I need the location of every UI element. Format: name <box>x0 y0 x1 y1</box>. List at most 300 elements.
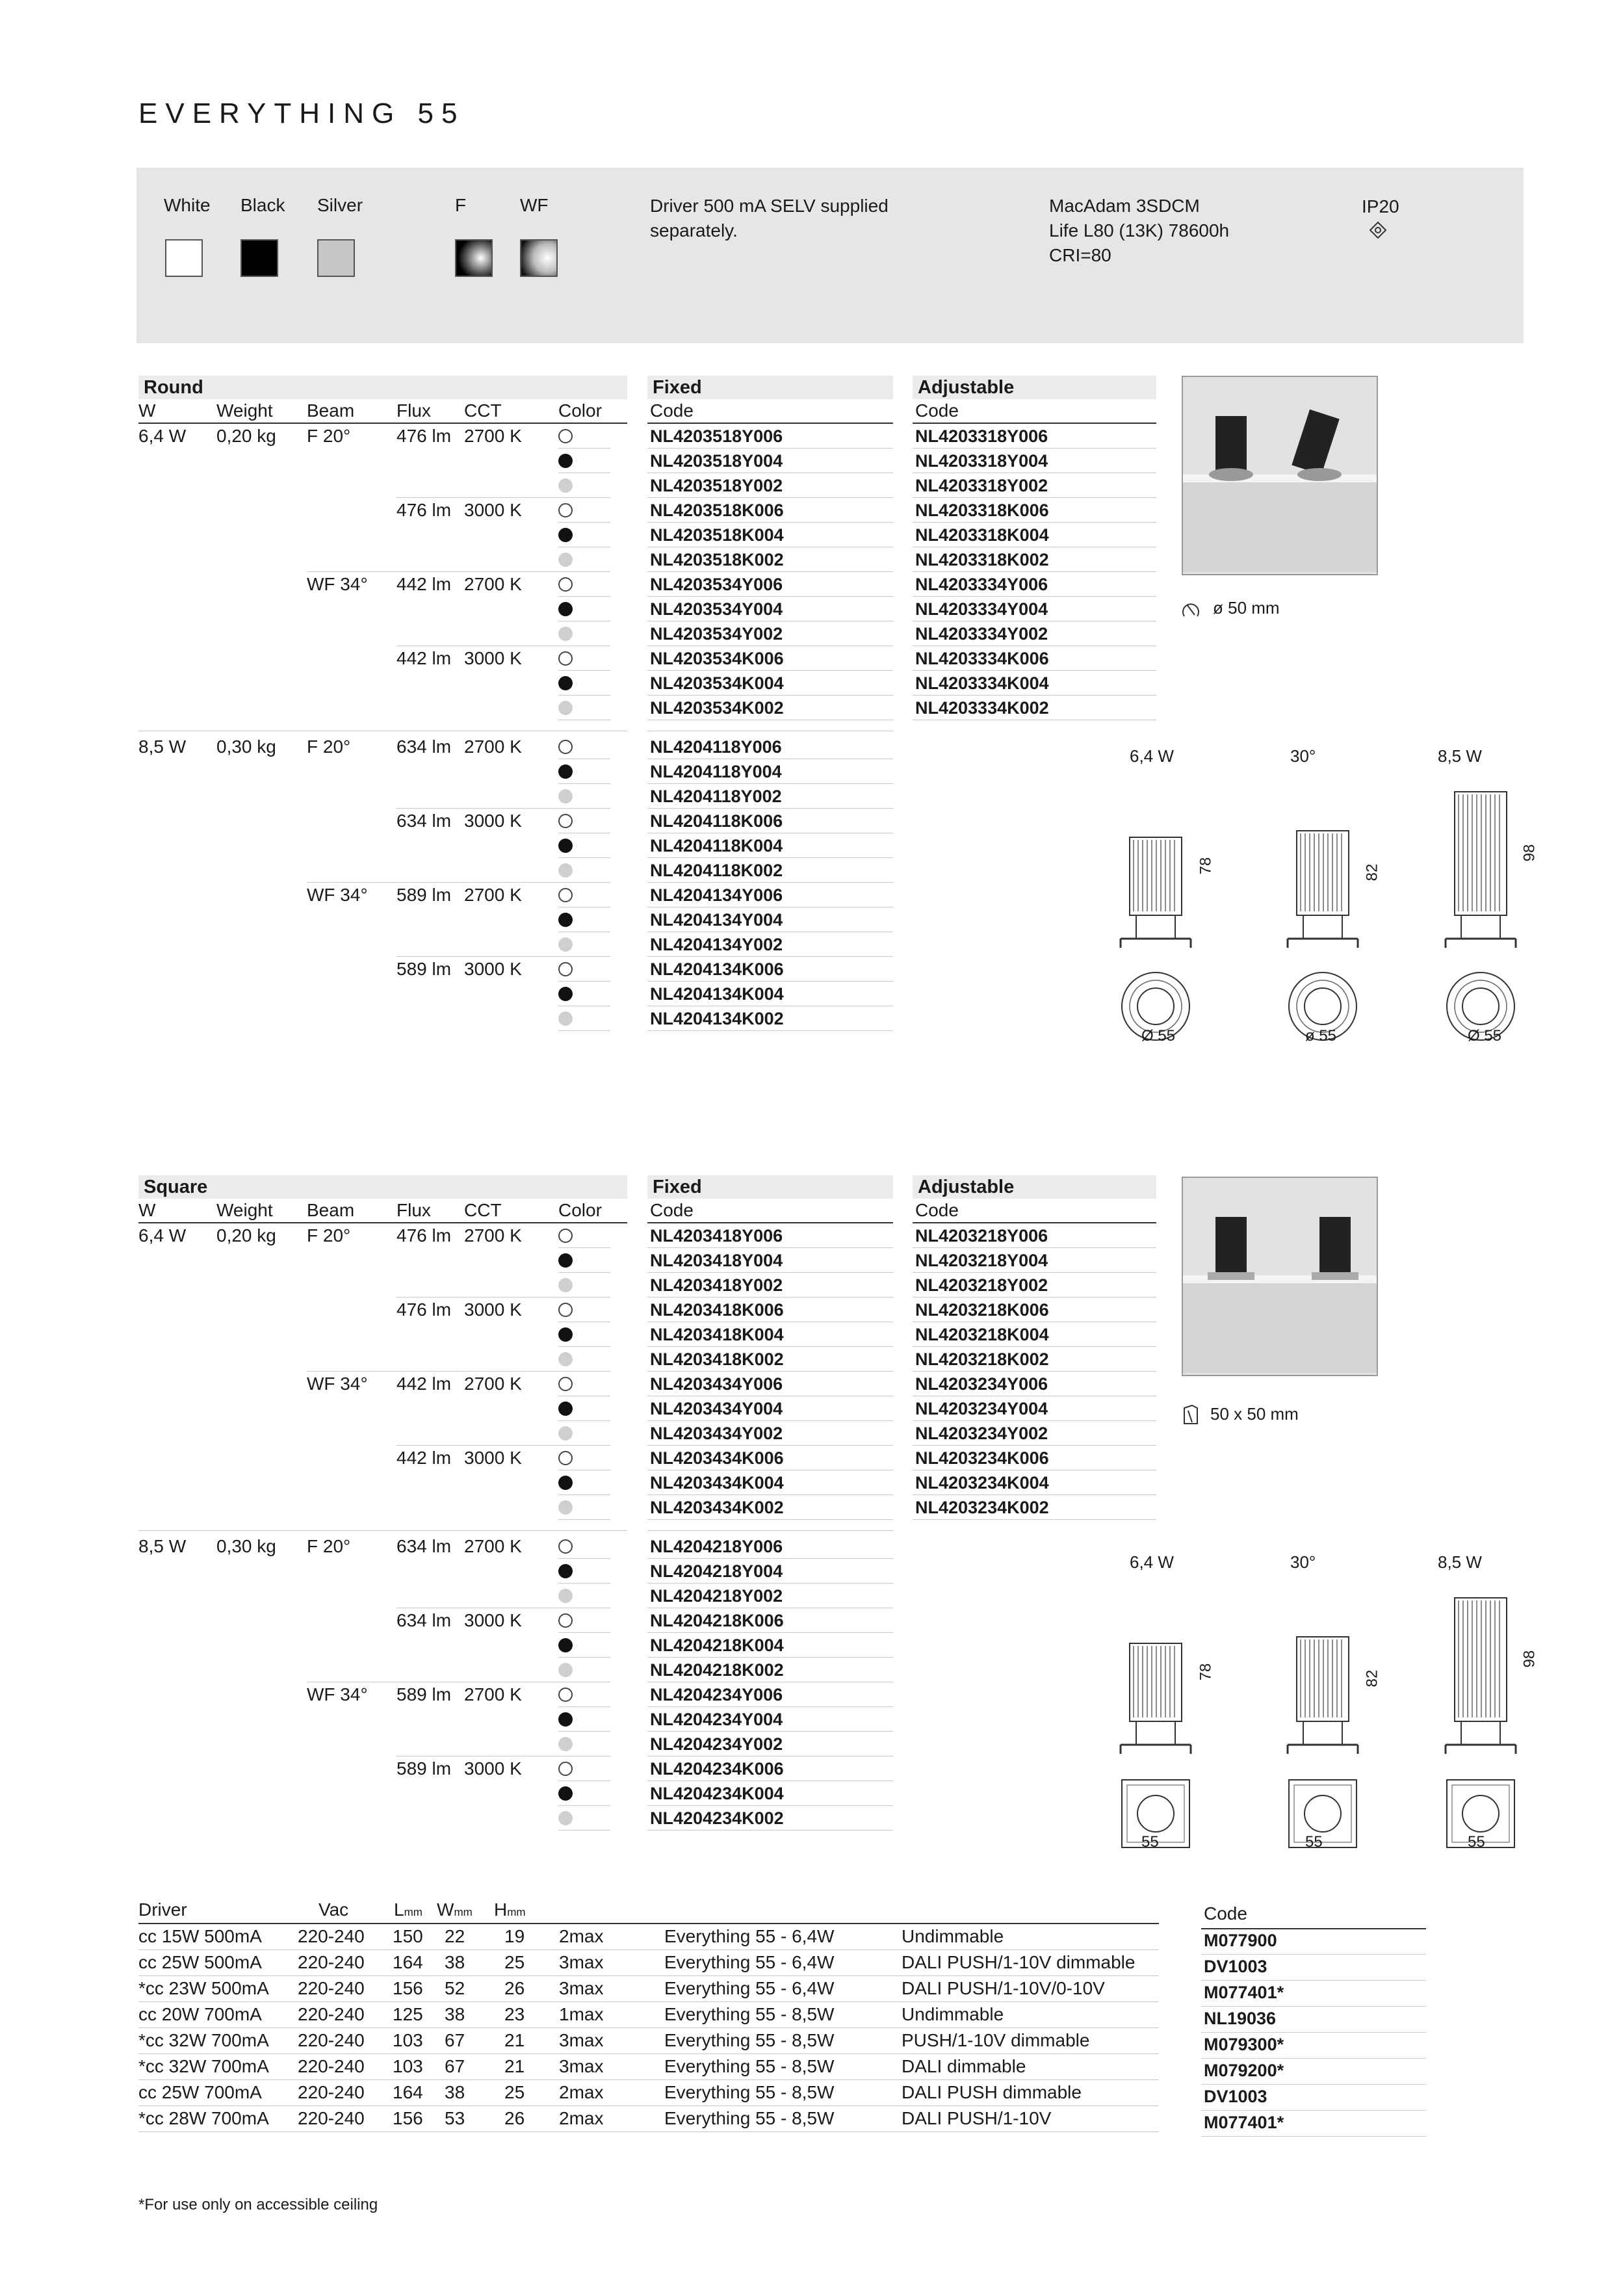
fixed-code: NL4203534Y004 <box>650 599 783 619</box>
fixed-code: NL4203418K002 <box>650 1350 784 1369</box>
table-row <box>0 1223 1623 1248</box>
diameter-dimension-3: 55 <box>1468 1833 1485 1851</box>
table-row <box>0 1732 1623 1756</box>
row-separator <box>913 1519 1156 1520</box>
adjustable-code: NL4203334K002 <box>915 698 1049 718</box>
driver-fits: Everything 55 - 8,5W <box>664 2056 835 2076</box>
table-row <box>0 932 1623 957</box>
adjustable-code: NL4203318K004 <box>915 525 1049 545</box>
color-dot-black <box>558 602 573 616</box>
color-dot-black <box>558 676 573 690</box>
driver-row <box>0 2080 1623 2105</box>
driver-name: cc 15W 500mA <box>138 1926 262 1946</box>
driver-code: DV1003 <box>1204 2087 1267 2106</box>
driver-fits: Everything 55 - 6,4W <box>664 1926 835 1946</box>
col-header-weight: Weight <box>216 400 273 421</box>
square-product-photo <box>1182 1177 1378 1376</box>
driver-note: Driver 500 mA SELV supplied separately. <box>650 196 889 241</box>
driver-dimming: DALI PUSH dimmable <box>902 2082 1082 2102</box>
table-row <box>0 1372 1623 1396</box>
table-row <box>0 1396 1623 1421</box>
code-col-header: Code <box>1204 1903 1247 1924</box>
adjustable-code: NL4203234K006 <box>915 1448 1049 1468</box>
driver-name: *cc 32W 700mA <box>138 2030 269 2050</box>
adjustable-code: NL4203318K006 <box>915 501 1049 520</box>
driver-vac: 220-240 <box>298 2056 365 2076</box>
mm-unit: mm <box>454 1906 473 1918</box>
driver-code: M079200* <box>1204 2061 1284 2080</box>
adjustable-code: NL4203334Y002 <box>915 624 1048 644</box>
cell-flux: 634 lm <box>396 1536 452 1556</box>
square-header: Square <box>138 1175 627 1199</box>
driver-row <box>0 2028 1623 2053</box>
driver-fits: Everything 55 - 8,5W <box>664 2082 835 2102</box>
fixed-code: NL4204134K004 <box>650 984 784 1004</box>
dim-letter: W <box>437 1899 454 1920</box>
driver-width: 38 <box>445 1952 465 1972</box>
height-dimension-3: 98 <box>1520 844 1539 862</box>
color-dot-silver <box>558 1811 573 1825</box>
fixture-drawing <box>1442 1591 1520 1864</box>
adjustable-code: NL4203234K002 <box>915 1498 1049 1517</box>
table-row <box>0 1006 1623 1031</box>
color-dot-silver <box>558 1737 573 1751</box>
color-dot-black <box>558 839 573 853</box>
driver-max: 3max <box>559 2030 604 2050</box>
square-cutout-size: 50 x 50 mm <box>1210 1404 1299 1424</box>
fixed-code: NL4204118K006 <box>650 811 783 831</box>
cell-flux: 589 lm <box>396 1758 452 1779</box>
driver-height: 19 <box>504 1926 525 1946</box>
adjustable-code: NL4203218Y004 <box>915 1251 1048 1270</box>
color-dot-black <box>558 1786 573 1801</box>
fixed-code: NL4203518Y004 <box>650 451 783 471</box>
color-dot-white <box>558 1451 573 1465</box>
fixed-code: NL4204118K002 <box>650 861 783 880</box>
table-row <box>0 1248 1623 1273</box>
table-row <box>0 907 1623 932</box>
driver-row <box>0 1976 1623 2001</box>
cell-cct: 3000 K <box>464 500 522 520</box>
beam-label-f: F <box>455 195 467 215</box>
mm-unit: mm <box>507 1906 526 1918</box>
table-row <box>0 1470 1623 1495</box>
drawing-label-2: 30° <box>1290 746 1316 766</box>
adjustable-code: NL4203218K004 <box>915 1325 1049 1344</box>
fixed-code: NL4204134K006 <box>650 959 784 979</box>
fixed-code: NL4203434K004 <box>650 1473 784 1493</box>
driver-fits: Everything 55 - 6,4W <box>664 1952 835 1972</box>
dim-letter: L <box>394 1899 404 1920</box>
col-header-weight: Weight <box>216 1200 273 1220</box>
cell-flux: 589 lm <box>396 959 452 979</box>
round-header: Round <box>138 376 627 399</box>
ip-rating-icon <box>1369 221 1387 239</box>
driver-height: 21 <box>504 2056 525 2076</box>
driver-dimming: DALI PUSH/1-10V/0-10V <box>902 1978 1105 1998</box>
table-row <box>0 696 1623 720</box>
driver-dimming: Undimmable <box>902 2004 1004 2024</box>
color-dot-white <box>558 1688 573 1702</box>
cell-wattage: 6,4 W <box>138 426 187 446</box>
fixed-code: NL4203534K002 <box>650 698 784 718</box>
color-dot-black <box>558 1327 573 1342</box>
table-row <box>0 1756 1623 1781</box>
driver-width: 38 <box>445 2082 465 2102</box>
cell-cct: 2700 K <box>464 737 522 757</box>
table-row <box>0 1446 1623 1470</box>
fixed-code: NL4204234Y002 <box>650 1734 783 1754</box>
height-dimension-3: 98 <box>1520 1650 1539 1668</box>
driver-length: 156 <box>393 2108 423 2128</box>
cell-flux: 634 lm <box>396 811 452 831</box>
color-dot-white <box>558 503 573 517</box>
cell-beam: F 20° <box>307 737 351 757</box>
drawing-label-2: 30° <box>1290 1552 1316 1572</box>
cell-cct: 3000 K <box>464 1299 522 1320</box>
silver-swatch <box>317 239 355 277</box>
driver-width: 53 <box>445 2108 465 2128</box>
section-separator <box>138 1530 627 1531</box>
height-dimension-2: 82 <box>1363 863 1381 881</box>
color-dot-silver <box>558 478 573 493</box>
vac-col-header: Vac <box>318 1899 349 1920</box>
adjustable-code: NL4203318Y004 <box>915 451 1048 471</box>
driver-length: 150 <box>393 1926 423 1946</box>
driver-vac: 220-240 <box>298 2108 365 2128</box>
row-separator <box>558 1030 610 1031</box>
color-dot-silver <box>558 1500 573 1515</box>
cell-flux: 442 lm <box>396 1374 452 1394</box>
driver-max: 2max <box>559 2082 604 2102</box>
driver-vac: 220-240 <box>298 2030 365 2050</box>
adjustable-code: NL4203334Y004 <box>915 599 1048 619</box>
footnote: *For use only on accessible ceiling <box>138 2196 378 2213</box>
cell-flux: 476 lm <box>396 1225 452 1246</box>
cell-cct: 3000 K <box>464 811 522 831</box>
table-row <box>0 1584 1623 1608</box>
diameter-dimension-2: ø 55 <box>1305 1027 1337 1045</box>
cell-cct: 3000 K <box>464 1758 522 1779</box>
cell-cct: 2700 K <box>464 1225 522 1246</box>
fixed-code: NL4204218Y002 <box>650 1586 783 1606</box>
adjustable-code: NL4203218Y002 <box>915 1275 1048 1295</box>
cell-weight: 0,30 kg <box>216 1536 276 1556</box>
cell-weight: 0,20 kg <box>216 1225 276 1246</box>
driver-code: M079300* <box>1204 2035 1284 2054</box>
driver-fits: Everything 55 - 8,5W <box>664 2004 835 2024</box>
fixed-code: NL4203434Y006 <box>650 1374 783 1394</box>
table-row <box>0 1534 1623 1559</box>
cell-beam: WF 34° <box>307 1684 368 1704</box>
col-header-adj-code: Code <box>915 400 959 421</box>
table-row <box>0 646 1623 671</box>
fixed-code: NL4204118K004 <box>650 836 783 855</box>
page-title: EVERYTHING 55 <box>138 98 465 129</box>
height-dimension-1: 78 <box>1197 1663 1215 1681</box>
table-row <box>0 547 1623 572</box>
row-separator <box>558 1830 610 1831</box>
cell-flux: 442 lm <box>396 648 452 668</box>
cell-flux: 589 lm <box>396 1684 452 1704</box>
adjustable-header: Adjustable <box>913 1175 1156 1199</box>
table-row <box>0 1806 1623 1831</box>
color-dot-black <box>558 1402 573 1416</box>
adjustable-code: NL4203218Y006 <box>915 1226 1048 1246</box>
color-dot-silver <box>558 1352 573 1366</box>
cell-flux: 589 lm <box>396 885 452 905</box>
col-header-color: Color <box>558 400 602 421</box>
color-dot-silver <box>558 789 573 803</box>
driver-fits: Everything 55 - 8,5W <box>664 2030 835 2050</box>
table-row <box>0 1273 1623 1298</box>
color-dot-white <box>558 740 573 754</box>
drawing-label-3: 8,5 W <box>1438 1552 1482 1572</box>
color-dot-white <box>558 814 573 828</box>
col-header-cct: CCT <box>464 1200 502 1220</box>
driver-code: NL19036 <box>1204 2009 1277 2028</box>
row-separator <box>647 1830 893 1831</box>
cell-cct: 2700 K <box>464 885 522 905</box>
cell-flux: 476 lm <box>396 1299 452 1320</box>
fixed-code: NL4204234K004 <box>650 1784 784 1803</box>
fixed-code: NL4203534Y006 <box>650 575 783 594</box>
diameter-dimension-1: Ø 55 <box>1141 1027 1176 1045</box>
driver-length: 156 <box>393 1978 423 1998</box>
cell-cct: 2700 K <box>464 1374 522 1394</box>
row-separator <box>558 1519 610 1520</box>
color-dot-silver <box>558 701 573 715</box>
driver-row <box>0 2106 1623 2131</box>
cell-cct: 3000 K <box>464 1610 522 1630</box>
table-row <box>0 597 1623 621</box>
dim-letter: H <box>494 1899 508 1920</box>
table-row <box>0 1298 1623 1322</box>
finish-label-black: Black <box>240 195 285 215</box>
cell-flux: 442 lm <box>396 1448 452 1468</box>
driver-dimming: DALI dimmable <box>902 2056 1026 2076</box>
color-dot-black <box>558 454 573 468</box>
fixture-drawing <box>1117 785 1195 1058</box>
cell-cct: 2700 K <box>464 1536 522 1556</box>
round-cutout-size: ø 50 mm <box>1213 598 1280 618</box>
color-dot-white <box>558 1762 573 1776</box>
fixed-code: NL4204118Y004 <box>650 762 782 781</box>
driver-height: 23 <box>504 2004 525 2024</box>
fixed-header: Fixed <box>647 376 893 399</box>
finish-label-white: White <box>164 195 211 215</box>
col-header-beam: Beam <box>307 400 355 421</box>
adjustable-code: NL4203234Y004 <box>915 1399 1048 1418</box>
cell-beam: F 20° <box>307 426 351 446</box>
table-row <box>0 572 1623 597</box>
fixed-code: NL4203418K004 <box>650 1325 784 1344</box>
color-dot-silver <box>558 1278 573 1292</box>
col-header-flux: Flux <box>396 1200 431 1220</box>
driver-dimming: Undimmable <box>902 1926 1004 1946</box>
cell-flux: 634 lm <box>396 1610 452 1630</box>
driver-length: 164 <box>393 2082 423 2102</box>
table-row <box>0 883 1623 907</box>
driver-length: 125 <box>393 2004 423 2024</box>
fixed-header: Fixed <box>647 1175 893 1199</box>
driver-row <box>0 2002 1623 2027</box>
cell-cct: 2700 K <box>464 1684 522 1704</box>
adjustable-code: NL4203218K006 <box>915 1300 1049 1320</box>
fixed-code: NL4204134Y004 <box>650 910 783 930</box>
cell-cct: 3000 K <box>464 648 522 668</box>
cell-weight: 0,20 kg <box>216 426 276 446</box>
driver-length: 164 <box>393 1952 423 1972</box>
table-row <box>0 498 1623 523</box>
driver-code: M077900 <box>1204 1931 1277 1950</box>
driver-length: 103 <box>393 2056 423 2076</box>
table-row <box>0 982 1623 1006</box>
finish-label-silver: Silver <box>317 195 363 215</box>
fixture-drawing <box>1284 1591 1362 1864</box>
adjustable-code: NL4203234Y006 <box>915 1374 1048 1394</box>
color-dot-silver <box>558 1663 573 1677</box>
driver-col-header: Driver <box>138 1899 187 1920</box>
height-dimension-1: 78 <box>1197 857 1215 875</box>
col-header-adj-code: Code <box>915 1200 959 1220</box>
driver-height: 25 <box>504 2082 525 2102</box>
adjustable-code: NL4203318Y006 <box>915 426 1048 446</box>
adjustable-code: NL4203318Y002 <box>915 476 1048 495</box>
adjustable-code: NL4203318K002 <box>915 550 1049 569</box>
color-dot-white <box>558 429 573 443</box>
white-swatch <box>165 239 203 277</box>
dim-col-header-h <box>494 1898 526 1924</box>
table-row <box>0 424 1623 449</box>
cell-flux: 442 lm <box>396 574 452 594</box>
driver-name: cc 25W 700mA <box>138 2082 262 2102</box>
table-row <box>0 957 1623 982</box>
color-dot-white <box>558 1229 573 1243</box>
table-row <box>0 809 1623 833</box>
color-dot-black <box>558 1712 573 1727</box>
drawing-label-3: 8,5 W <box>1438 746 1482 766</box>
fixed-code: NL4203418Y004 <box>650 1251 783 1270</box>
table-row <box>0 1347 1623 1372</box>
col-header-w: W <box>138 400 156 421</box>
cell-beam: F 20° <box>307 1536 351 1556</box>
round-cutout-icon <box>1182 597 1200 620</box>
cell-wattage: 6,4 W <box>138 1225 187 1246</box>
cell-beam: WF 34° <box>307 1374 368 1394</box>
fixed-code: NL4203518K004 <box>650 525 784 545</box>
fixed-code: NL4204218K004 <box>650 1636 784 1655</box>
fixture-drawing <box>1284 785 1362 1058</box>
table-row <box>0 621 1623 646</box>
row-separator <box>647 1519 893 1520</box>
fixed-code: NL4204234Y004 <box>650 1710 783 1729</box>
col-header-cct: CCT <box>464 400 502 421</box>
color-dot-black <box>558 1253 573 1268</box>
driver-vac: 220-240 <box>298 1952 365 1972</box>
color-dot-white <box>558 651 573 666</box>
driver-max: 1max <box>559 2004 604 2024</box>
driver-max: 3max <box>559 1978 604 1998</box>
color-dot-silver <box>558 937 573 952</box>
spec-text: MacAdam 3SDCM Life L80 (13K) 78600h CRI=80 <box>1049 196 1230 265</box>
driver-width: 67 <box>445 2056 465 2076</box>
fixed-code: NL4204218K006 <box>650 1611 784 1630</box>
table-row <box>0 1633 1623 1658</box>
adjustable-header: Adjustable <box>913 376 1156 399</box>
driver-length: 103 <box>393 2030 423 2050</box>
color-dot-white <box>558 1613 573 1628</box>
fixed-code: NL4203518K006 <box>650 501 784 520</box>
cell-flux: 634 lm <box>396 737 452 757</box>
driver-row <box>0 1924 1623 1949</box>
color-dot-white <box>558 888 573 902</box>
table-row <box>0 523 1623 547</box>
fixture-drawing <box>1442 785 1520 1058</box>
driver-max: 3max <box>559 2056 604 2076</box>
driver-dimming: DALI PUSH/1-10V dimmable <box>902 1952 1136 1972</box>
color-dot-white <box>558 1539 573 1554</box>
color-dot-black <box>558 913 573 927</box>
fixed-code: NL4203418Y002 <box>650 1275 783 1295</box>
fixed-code: NL4204118Y002 <box>650 787 782 806</box>
driver-max: 2max <box>559 1926 604 1946</box>
cell-wattage: 8,5 W <box>138 1536 187 1556</box>
table-row <box>0 833 1623 858</box>
fixed-code: NL4203418Y006 <box>650 1226 783 1246</box>
fixed-code: NL4203418K006 <box>650 1300 784 1320</box>
color-dot-black <box>558 764 573 779</box>
driver-code: M077401* <box>1204 2113 1284 2132</box>
table-row <box>0 735 1623 759</box>
beam-label-wf: WF <box>520 195 549 215</box>
driver-code: DV1003 <box>1204 1957 1267 1976</box>
adjustable-code: NL4203234K004 <box>915 1473 1049 1493</box>
diameter-dimension-1: 55 <box>1141 1833 1159 1851</box>
driver-width: 22 <box>445 1926 465 1946</box>
cell-wattage: 8,5 W <box>138 737 187 757</box>
driver-dimming: DALI PUSH/1-10V <box>902 2108 1052 2128</box>
table-row <box>0 449 1623 473</box>
cell-cct: 2700 K <box>464 426 522 446</box>
table-row <box>0 759 1623 784</box>
col-header-color: Color <box>558 1200 602 1220</box>
col-header-fixed-code: Code <box>650 1200 694 1220</box>
row-separator <box>647 1030 893 1031</box>
table-row <box>0 1322 1623 1347</box>
wf-beam-icon <box>520 239 558 277</box>
table-row <box>0 473 1623 498</box>
table-row <box>0 1495 1623 1520</box>
spec-panel <box>136 168 1524 343</box>
dim-col-header-w <box>437 1898 473 1924</box>
section-separator <box>647 1530 893 1531</box>
round-product-photo <box>1182 376 1378 575</box>
color-dot-white <box>558 1303 573 1317</box>
fixed-code: NL4204134K002 <box>650 1009 784 1028</box>
cell-beam: WF 34° <box>307 885 368 905</box>
table-row <box>0 1421 1623 1446</box>
fixed-code: NL4203434Y004 <box>650 1399 783 1418</box>
color-dot-silver <box>558 1426 573 1441</box>
color-dot-white <box>558 1377 573 1391</box>
col-header-flux: Flux <box>396 400 431 421</box>
driver-dimming: PUSH/1-10V dimmable <box>902 2030 1090 2050</box>
color-dot-black <box>558 528 573 542</box>
diameter-dimension-3: Ø 55 <box>1468 1027 1502 1045</box>
fixed-code: NL4203534K004 <box>650 673 784 693</box>
driver-vac: 220-240 <box>298 2004 365 2024</box>
